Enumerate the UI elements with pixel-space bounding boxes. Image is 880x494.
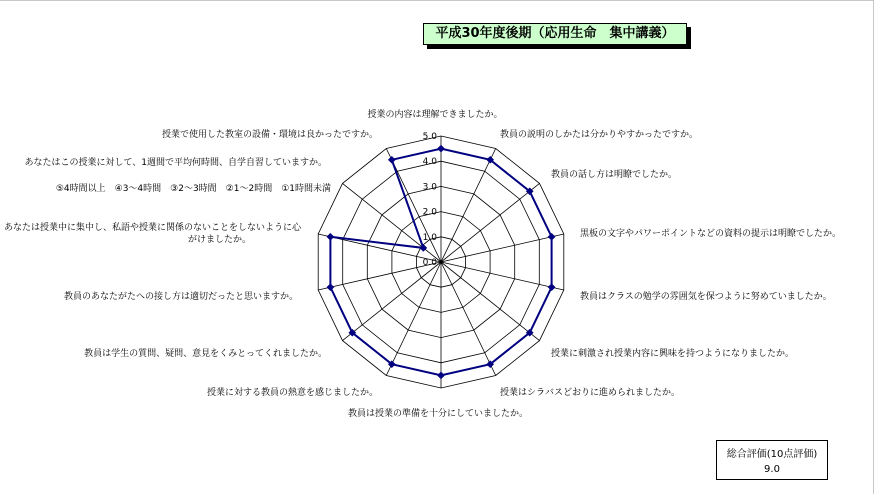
data-point: [548, 284, 555, 291]
axis-label: 授業に刺激され授業内容に興味を持つようになりましたか。: [551, 349, 795, 359]
chart-title: 平成30年度後期（応用生命 集中講義）: [423, 23, 687, 45]
tick-label: 5.0: [422, 132, 437, 142]
tick-label: 4.0: [422, 157, 437, 168]
axis-label: 教員は学生の質問、疑問、意見をくみとってくれましたか。: [84, 349, 327, 359]
axis-label: 教員の説明のしかたは分かりやすかったですか。: [500, 130, 699, 140]
tick-label: 2.0: [422, 207, 437, 218]
axis-label: 教員はクラスの勉学の雰囲気を保つように努めていましたか。: [580, 292, 832, 302]
data-point: [437, 145, 444, 152]
axis-label: 授業はシラバスどおりに進められましたか。: [500, 388, 681, 398]
axis-label: 黒板の文字やパワーポイントなどの資料の提示は明瞭でしたか。: [580, 229, 842, 239]
axis-label: 教員は授業の準備を十分にしていましたか。: [347, 409, 529, 419]
axis-label-note: ⑤4時間以上 ④3～4時間 ③2～3時間 ②1～2時間 ①1時間未満: [55, 184, 331, 194]
axis-label: 教員のあなたがたへの接し方は適切だったと思いますか。: [63, 292, 298, 302]
axis-label: あなたはこの授業に対して、1週間で平均何時間、自学自習していますか。: [24, 158, 327, 168]
grid-spoke: [441, 234, 564, 262]
axis-label: 教員の話し方は明瞭でしたか。: [551, 170, 678, 180]
axis-label: あなたは授業中に集中し、私語や授業に関係のないことをしないように心がけましたか。: [3, 223, 301, 245]
overall-score-box: [716, 440, 828, 480]
tick-label: 3.0: [422, 182, 437, 193]
tick-label: 1.0: [422, 232, 437, 243]
axis-label: 授業で使用した教室の設備・環境は良かったですか。: [161, 130, 378, 140]
axis-label: 授業に対する教員の熱意を感じましたか。: [206, 388, 378, 398]
data-point: [437, 372, 444, 379]
data-point: [548, 233, 555, 240]
data-point: [327, 233, 334, 240]
tick-label: 0.0: [422, 258, 437, 268]
grid-spoke: [441, 262, 564, 290]
overall-score-value: 9.0: [764, 464, 780, 475]
overall-score-label: 総合評価(10点評価): [726, 449, 818, 460]
data-point: [388, 156, 395, 163]
axis-label: 授業の内容は理解できましたか。: [367, 110, 503, 120]
data-point: [327, 284, 334, 291]
